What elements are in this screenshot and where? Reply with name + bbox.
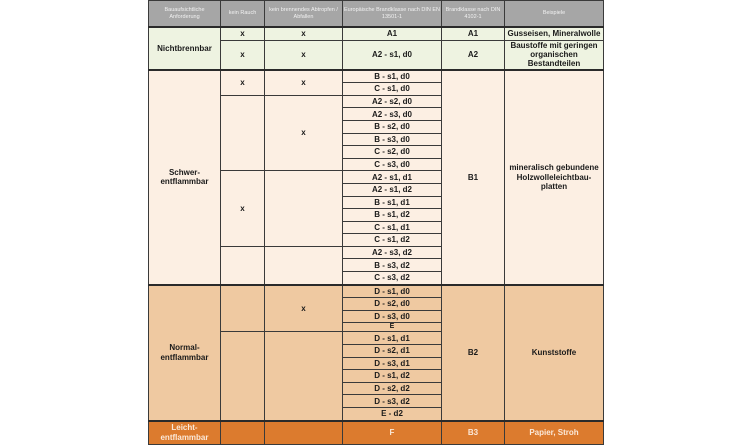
eu-class-cell: A2 - s1, d2 [343,183,442,196]
eu-class-cell: A2 - s3, d2 [343,246,442,259]
eu-class-cell: C - s3, d2 [343,272,442,285]
header-row [149,1,604,28]
example-cell: mineralisch gebundene Holzwolleleichtbau-platten [505,70,604,285]
requirement-cell: Nichtbrennbar [149,27,221,70]
table-row [149,70,604,83]
eu-class-cell: D - s2, d1 [343,345,442,358]
eu-class-cell: F [343,421,442,445]
eu-class-cell: C - s2, d0 [343,146,442,159]
header-requirement: Bauaufsichtliche Anforderung [149,1,221,28]
eu-class-cell: D - s3, d0 [343,310,442,323]
example-cell: Gusseisen, Mineralwolle [505,27,604,41]
eu-class-cell: D - s1, d1 [343,332,442,345]
no-drip-mark: x [265,95,343,171]
eu-class-cell: A2 - s1, d1 [343,171,442,184]
eu-class-cell: D - s3, d1 [343,357,442,370]
eu-class-cell: A2 - s2, d0 [343,95,442,108]
empty-cell [221,332,265,421]
empty-cell [221,246,265,284]
header-no-dripping: kein brennendes Abtropfen / Abfallen [265,1,343,28]
eu-class-cell: D - s2, d0 [343,298,442,311]
eu-class-cell: B - s3, d0 [343,133,442,146]
eu-class-cell: D - s3, d2 [343,395,442,408]
eu-class-cell: C - s1, d1 [343,221,442,234]
eu-class-cell: A2 - s1, d0 [343,41,442,70]
requirement-cell: Schwer-entflammbar [149,70,221,285]
example-cell: Papier, Stroh [505,421,604,445]
eu-class-cell: B - s3, d2 [343,259,442,272]
eu-class-cell: C - s3, d0 [343,158,442,171]
eu-class-cell: E - d2 [343,408,442,421]
eu-class-cell: D - s1, d2 [343,370,442,383]
header-eu-class: Europäische Brandklasse nach DIN EN 13501-1 [343,1,442,28]
no-drip-mark: x [265,70,343,96]
no-drip-mark: x [265,41,343,70]
eu-class-cell: C - s1, d2 [343,234,442,247]
no-drip-mark: x [265,27,343,41]
empty-cell [265,246,343,284]
fire-class-table [148,0,604,445]
no-smoke-mark: x [221,70,265,96]
table-row [149,27,604,41]
eu-class-cell: D - s2, d2 [343,382,442,395]
header-no-smoke: kein Rauch [221,1,265,28]
din-class-cell: B3 [442,421,505,445]
no-smoke-mark: x [221,27,265,41]
no-smoke-mark: x [221,171,265,247]
eu-class-cell: A1 [343,27,442,41]
eu-class-cell: C - s1, d0 [343,83,442,96]
empty-cell [265,332,343,421]
no-drip-mark: x [265,285,343,332]
no-smoke-mark: x [221,41,265,70]
din-class-cell: B2 [442,285,505,421]
requirement-cell: Normal-entflammbar [149,285,221,421]
header-examples: Beispiele [505,1,604,28]
empty-cell [221,421,265,445]
header-din-class: Brandklasse nach DIN 4102-1 [442,1,505,28]
din-class-cell: B1 [442,70,505,285]
table-row [149,421,604,445]
example-cell: Kunststoffe [505,285,604,421]
eu-class-cell: B - s2, d0 [343,120,442,133]
table-row [149,285,604,298]
eu-class-cell: A2 - s3, d0 [343,108,442,121]
example-cell: Baustoffe mit geringen organischen Bestandteilen [505,41,604,70]
empty-cell [221,95,265,171]
requirement-cell: Leicht-entflammbar [149,421,221,445]
eu-class-cell: D - s1, d0 [343,285,442,298]
din-class-cell: A2 [442,41,505,70]
eu-class-cell: B - s1, d1 [343,196,442,209]
eu-class-cell: B - s1, d2 [343,209,442,222]
din-class-cell: A1 [442,27,505,41]
eu-class-cell: B - s1, d0 [343,70,442,83]
empty-cell [265,421,343,445]
empty-cell [221,285,265,332]
eu-class-cell: E [343,323,442,332]
empty-cell [265,171,343,247]
